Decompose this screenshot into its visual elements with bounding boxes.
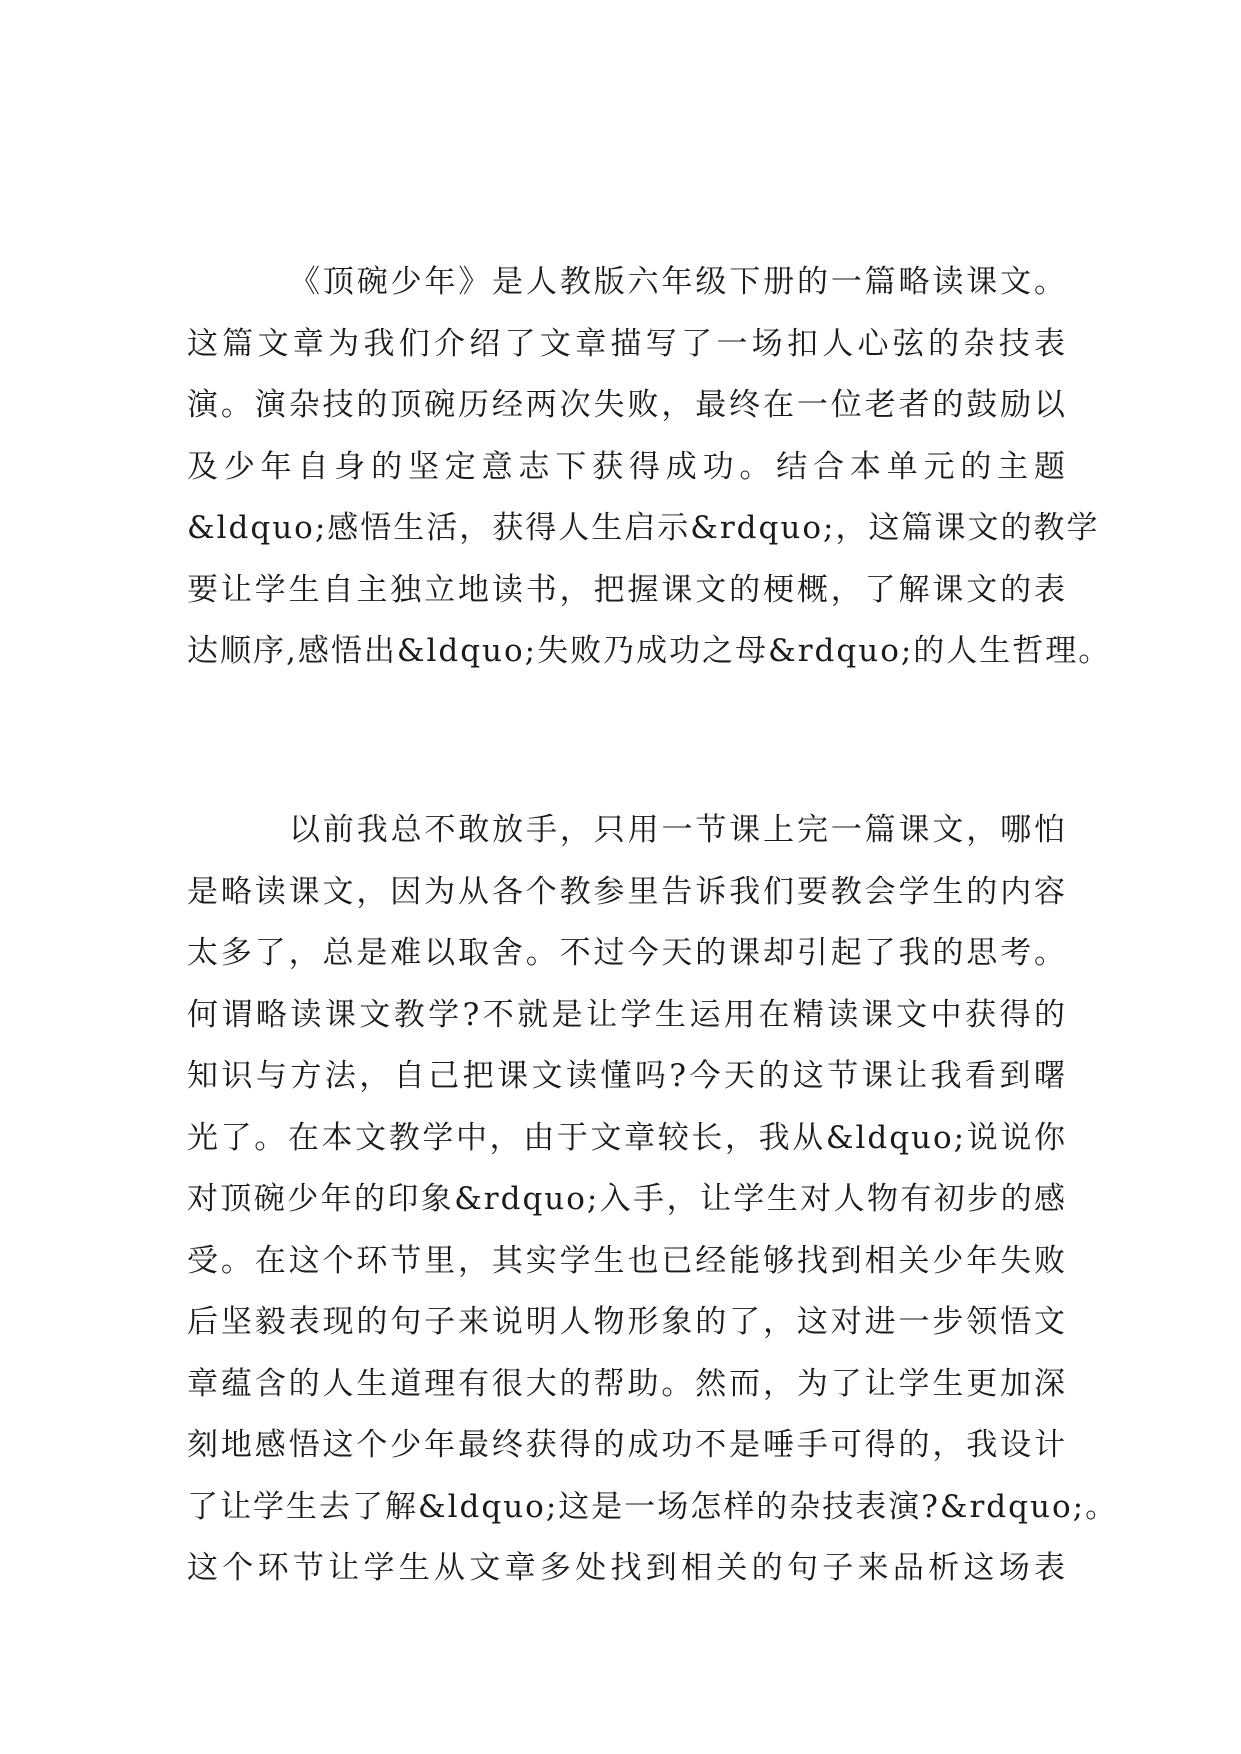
text-line: 了让学生去了解&ldquo;这是一场怎样的杂技表演?&rdquo;。 xyxy=(187,1488,1119,1525)
text-line: 这篇文章为我们介绍了文章描写了一场扣人心弦的杂技表 xyxy=(187,325,1067,362)
text-line: 以前我总不敢放手，只用一节课上完一篇课文，哪怕 xyxy=(289,812,1067,848)
text-line: 要让学生自主独立地读书，把握课文的梗概，了解课文的表 xyxy=(187,571,1067,608)
text-line: 章蕴含的人生道理有很大的帮助。然而，为了让学生更加深 xyxy=(187,1365,1067,1402)
text-line: 后坚毅表现的句子来说明人物形象的了，这对进一步领悟文 xyxy=(187,1304,1067,1340)
text-line: 这个环节让学生从文章多处找到相关的句子来品析这场表 xyxy=(187,1550,1067,1586)
text-line: &ldquo;感悟生活，获得人生启示&rdquo;，这篇课文的教学 xyxy=(187,510,1100,546)
text-line: 《顶碗少年》是人教版六年级下册的一篇略读课文。 xyxy=(289,264,1067,300)
paragraph-2 xyxy=(187,800,1119,1600)
text-line: 达顺序,感悟出&ldquo;失败乃成功之母&rdquo;的人生哲理。 xyxy=(187,633,1112,669)
text-line: 光了。在本文教学中，由于文章较长，我从&ldquo;说说你 xyxy=(187,1119,1067,1156)
text-line: 演。演杂技的顶碗历经两次失败，最终在一位老者的鼓励以 xyxy=(187,387,1067,423)
paragraph-1 xyxy=(187,252,1112,683)
text-line: 太多了，总是难以取舍。不过今天的课却引起了我的思考。 xyxy=(187,935,1067,971)
text-line: 是略读课文，因为从各个教参里告诉我们要教会学生的内容 xyxy=(187,873,1067,910)
text-line: 对顶碗少年的印象&rdquo;入手，让学生对人物有初步的感 xyxy=(187,1181,1067,1217)
text-line: 受。在这个环节里，其实学生也已经能够找到相关少年失败 xyxy=(187,1242,1067,1279)
text-line: 及少年自身的坚定意志下获得成功。结合本单元的主题 xyxy=(187,448,1067,485)
text-line: 何谓略读课文教学?不就是让学生运用在精读课文中获得的 xyxy=(187,996,1067,1033)
text-line: 刻地感悟这个少年最终获得的成功不是唾手可得的，我设计 xyxy=(187,1427,1067,1463)
text-line: 知识与方法，自己把课文读懂吗?今天的这节课让我看到曙 xyxy=(187,1058,1067,1094)
